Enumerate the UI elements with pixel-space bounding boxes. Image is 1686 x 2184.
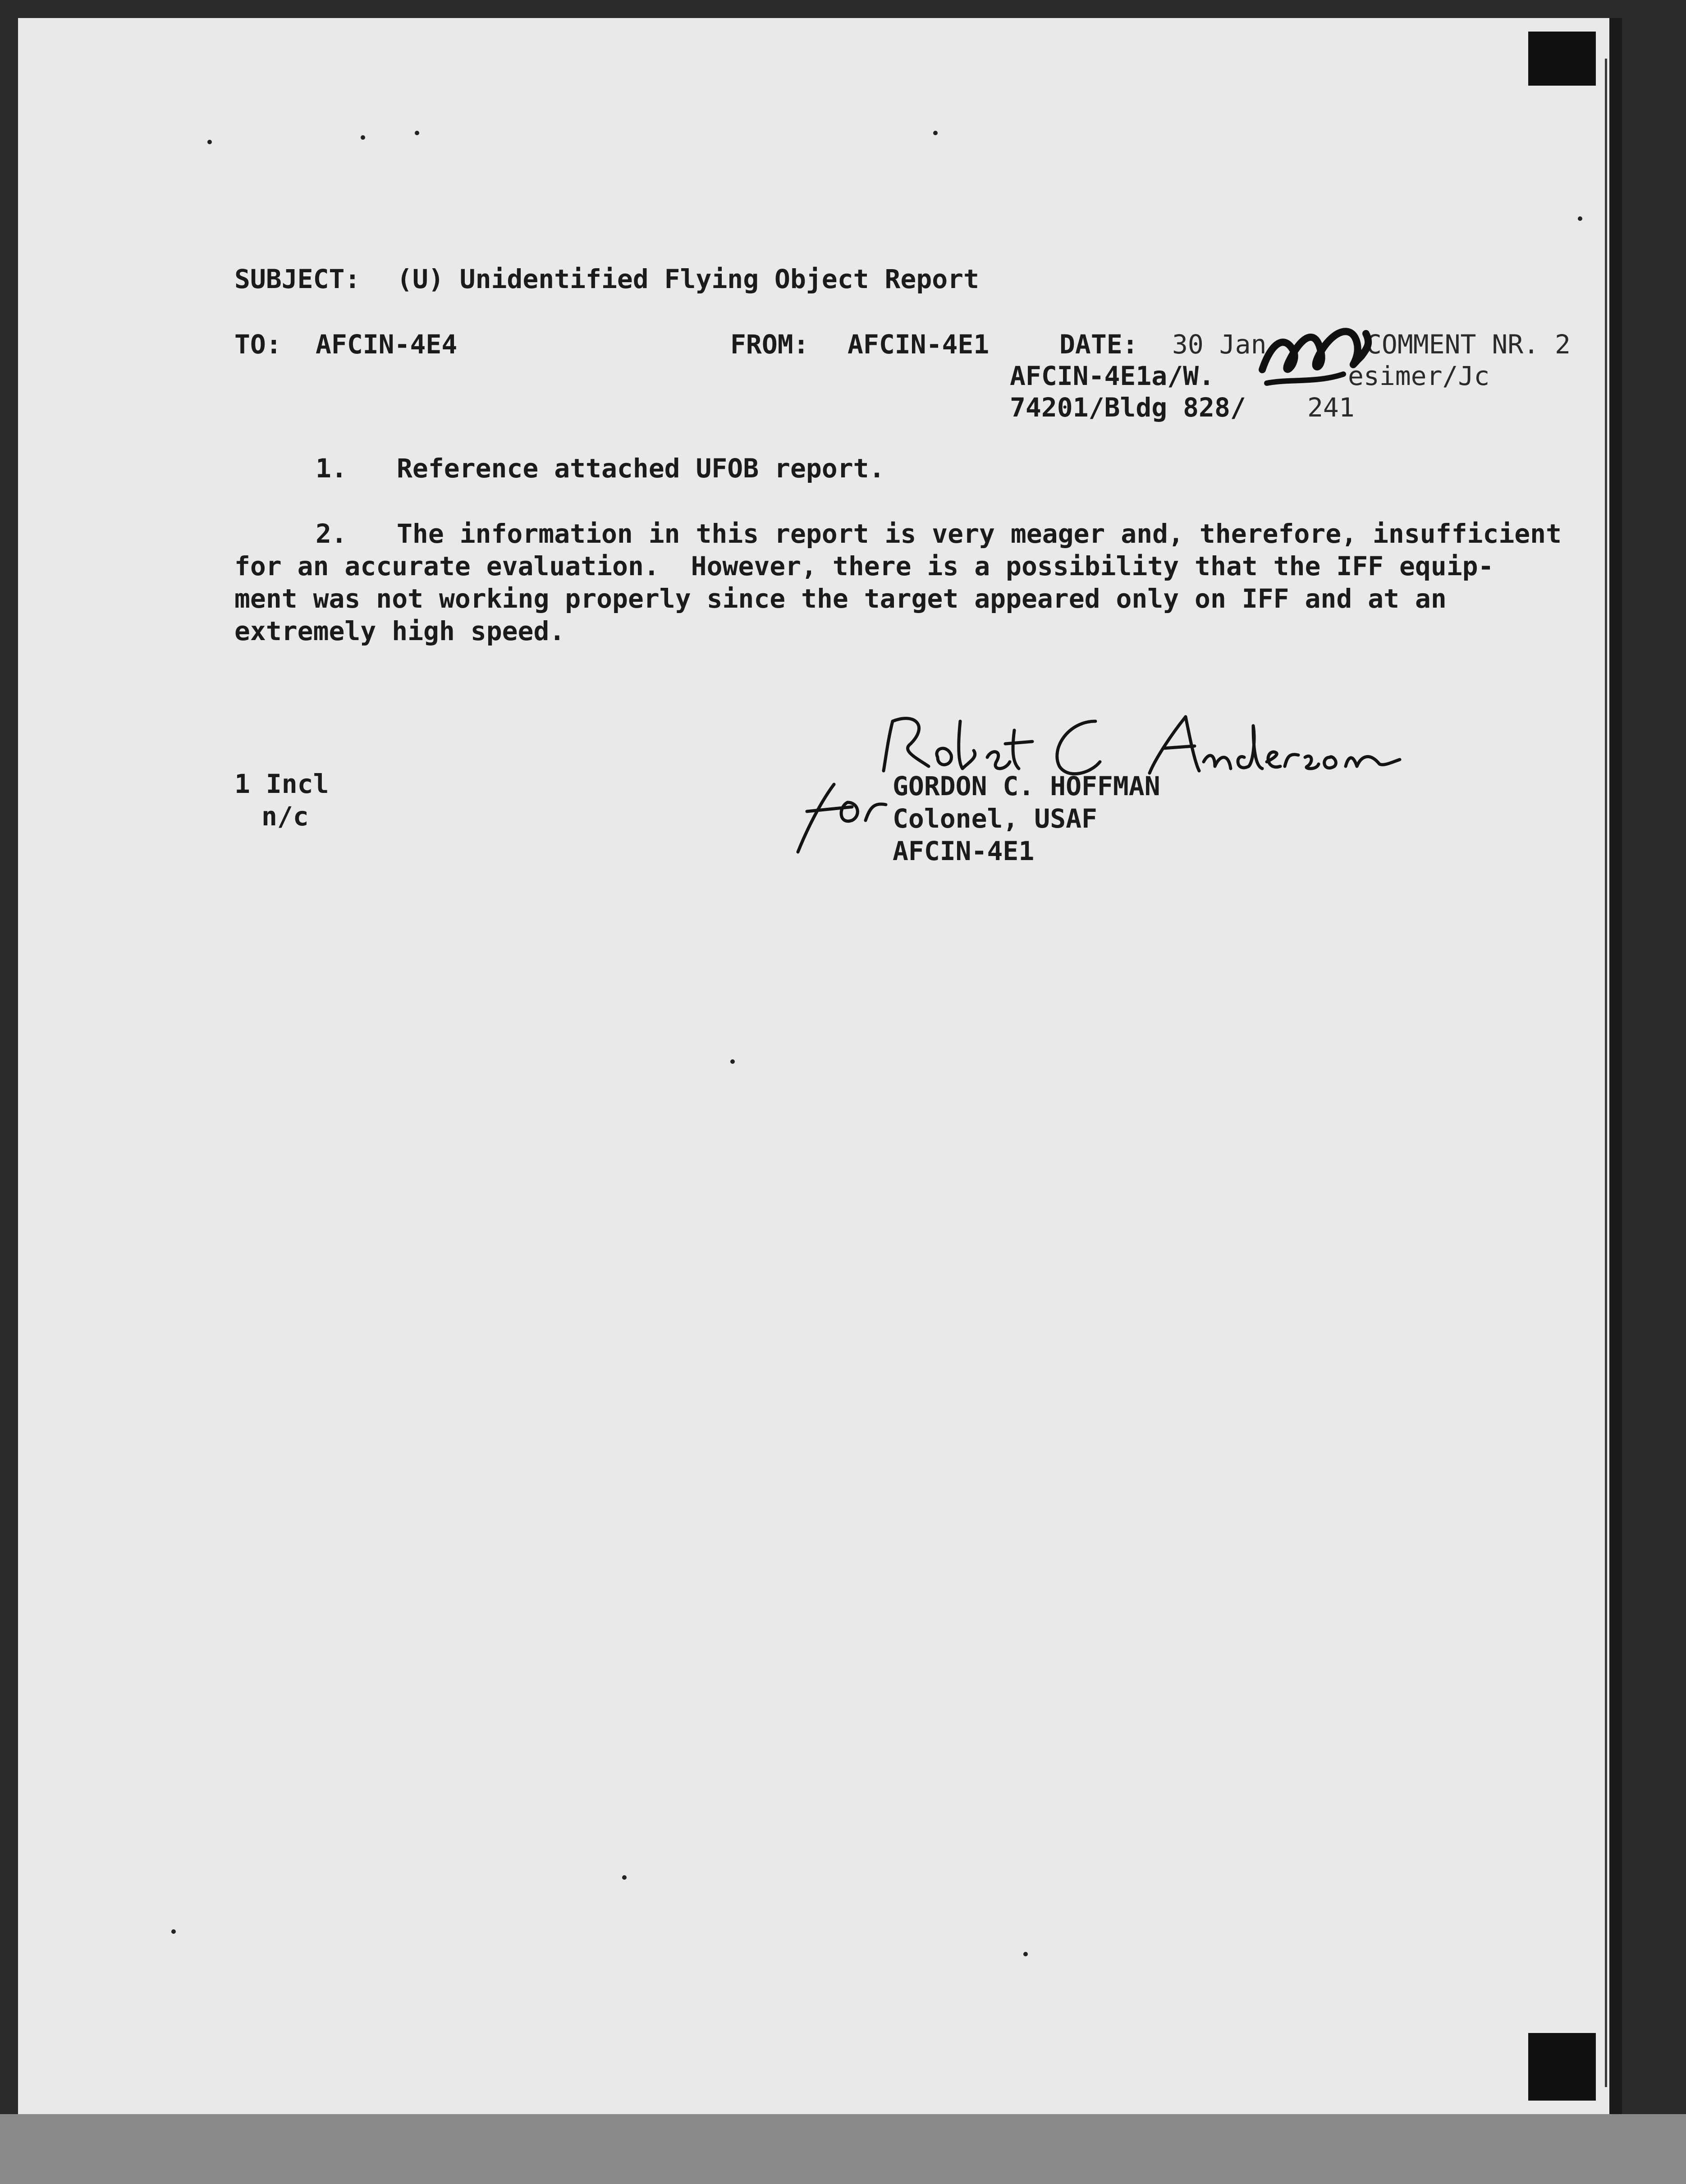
enclosure-note: n/c (261, 801, 309, 832)
enclosure-count: 1 Incl (234, 769, 329, 799)
scan-speck (1023, 1952, 1028, 1956)
paragraph-2-line-3: ment was not working properly since the target appeared only on IFF and at an (234, 583, 1447, 614)
from-value: AFCIN-4E1 (848, 329, 990, 360)
scan-speck (730, 1059, 735, 1064)
scan-speck (415, 131, 419, 135)
paragraph-1-text: Reference attached UFOB report. (397, 453, 885, 484)
date-value: 30 Jan (1172, 329, 1267, 360)
to-label: TO: (234, 329, 282, 360)
scan-speck (171, 1929, 176, 1934)
scan-speck (361, 135, 365, 140)
comment-number: COMMENT NR. 2 (1366, 329, 1571, 360)
scan-speck (622, 1875, 627, 1880)
paragraph-2-line-1: The information in this report is very meager and, therefore, insufficient (397, 518, 1562, 549)
from-label: FROM: (730, 329, 809, 360)
signer-name: GORDON C. HOFFMAN (893, 771, 1160, 801)
signer-office: AFCIN-4E1 (893, 836, 1035, 866)
phone-building: 74201/Bldg 828/ (1010, 392, 1246, 423)
signer-rank: Colonel, USAF (893, 803, 1097, 834)
registration-mark-bottom (1528, 2033, 1596, 2101)
paragraph-1-number: 1. (316, 453, 347, 484)
scan-border-right (1609, 18, 1622, 2114)
scan-speck (933, 131, 938, 135)
date-label: DATE: (1059, 329, 1138, 360)
page-edge-line (1605, 59, 1607, 2087)
office-symbol-left: AFCIN-4E1a/W. (1010, 361, 1214, 391)
handwritten-overstrike-mark (1253, 316, 1375, 401)
phone-room: 241 (1307, 392, 1355, 423)
subject-label: SUBJECT: (234, 264, 361, 294)
registration-mark-top (1528, 32, 1596, 86)
to-value: AFCIN-4E4 (316, 329, 458, 360)
paragraph-2-line-2: for an accurate evaluation. However, there is a possibility that the IFF equip- (234, 551, 1494, 581)
subject-text: (U) Unidentified Flying Object Report (397, 264, 980, 294)
scan-speck (207, 140, 212, 144)
scan-border-bottom (0, 2114, 1686, 2184)
paragraph-2-line-4: extremely high speed. (234, 616, 565, 646)
scan-speck (1578, 216, 1582, 221)
paragraph-2-number: 2. (316, 518, 347, 549)
office-symbol-right: esimer/Jc (1348, 361, 1490, 391)
document-page (18, 18, 1609, 2114)
